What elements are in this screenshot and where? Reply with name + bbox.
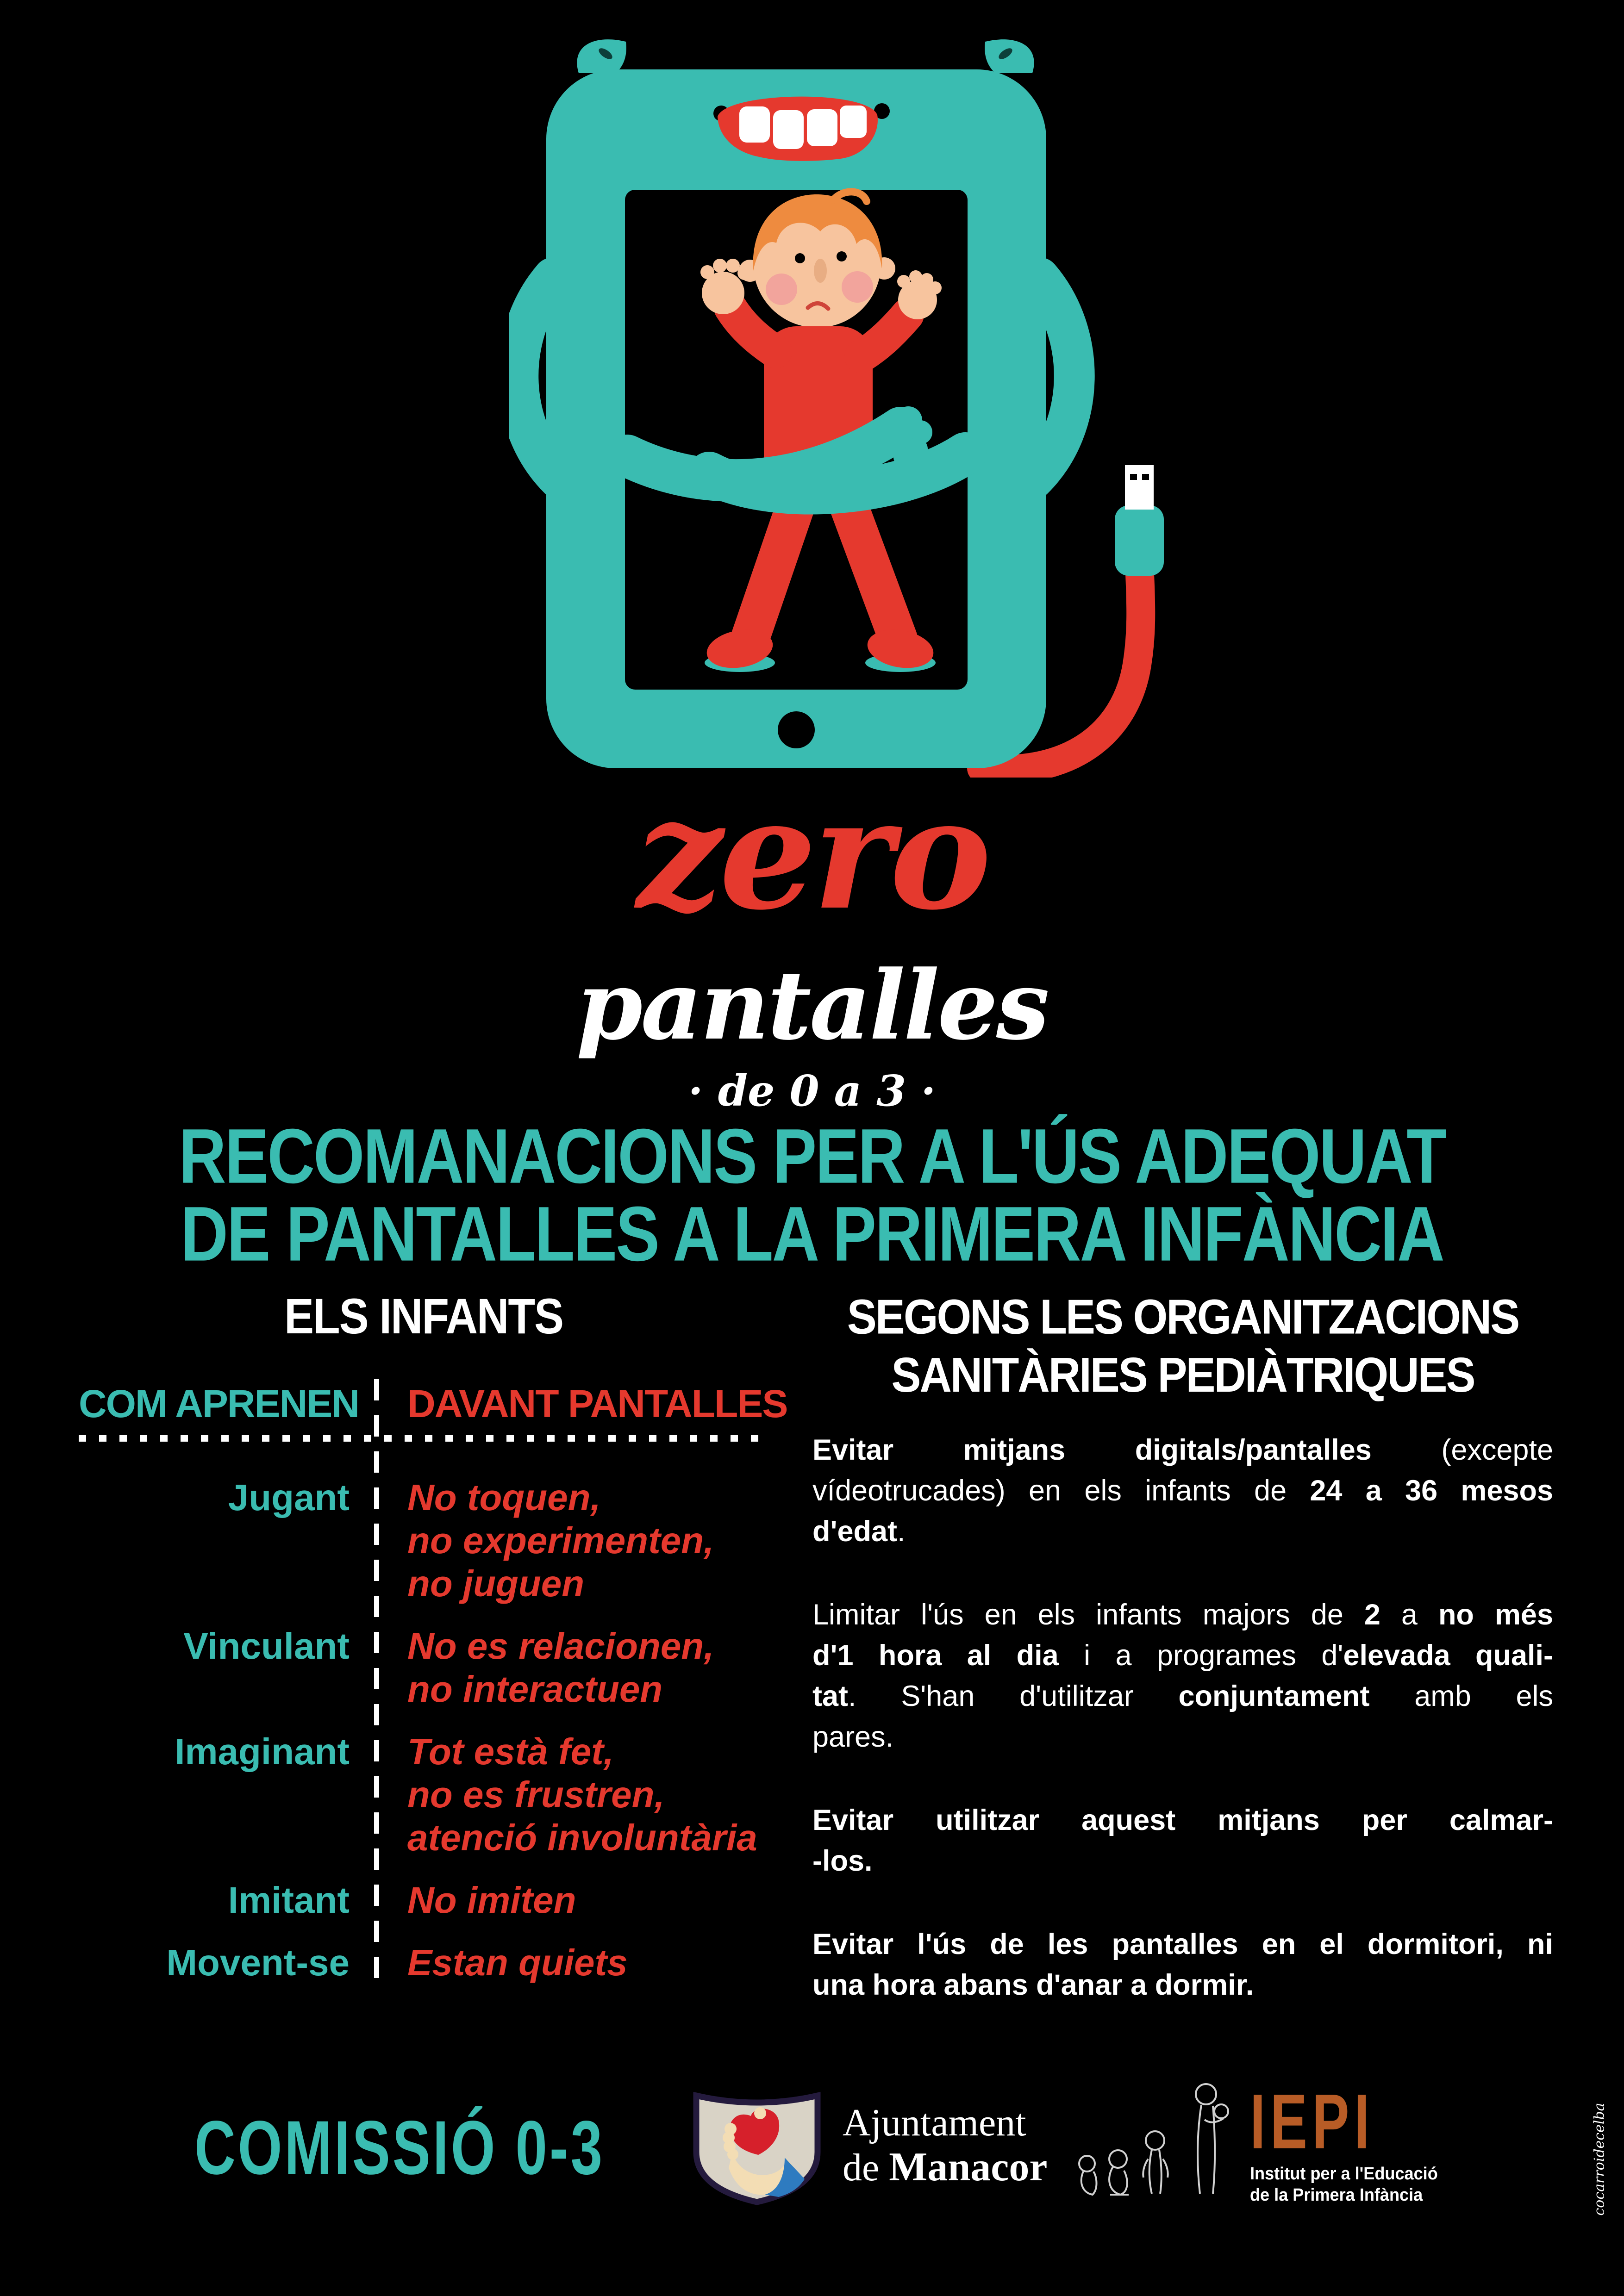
text-segment: vídeotrucades) en els infants de (812, 1475, 1310, 1507)
paragraph-line (812, 1511, 1553, 1552)
row-value-line: No toquen, (407, 1477, 601, 1518)
row-value-line: Tot està fet, (407, 1731, 614, 1772)
health-organizations-section (812, 1289, 1554, 2048)
table-row (79, 1624, 768, 1711)
row-values (373, 1476, 768, 1605)
monster-ear-icon (577, 39, 1034, 73)
row-value-line: Estan quiets (407, 1942, 628, 1983)
paragraph-line (812, 1676, 1553, 1717)
logo-zero: zero (636, 764, 988, 944)
text-segment: a (1380, 1599, 1438, 1631)
logo-age-range: · de 0 a 3 · (688, 1066, 936, 1116)
text-segment: pares. (812, 1721, 894, 1753)
table-row (79, 1730, 768, 1859)
paragraph-line (812, 1841, 1553, 1881)
row-label: Jugant (228, 1477, 350, 1518)
text-segment: Limitar l'ús en els infants majors de (812, 1599, 1364, 1631)
text-segment: conjuntament (1178, 1680, 1370, 1712)
text-segment: -los. (812, 1845, 873, 1877)
row-values (373, 1941, 768, 1984)
paragraph-line (812, 1594, 1553, 1635)
iepi-logo (1074, 2078, 1448, 2208)
comissio-logo: COMISSIÓ 0-3 (194, 2104, 605, 2190)
children-heading: ELS INFANTS (284, 1288, 563, 1344)
row-values (373, 1879, 768, 1922)
dashed-separator (374, 1379, 379, 1984)
text-segment: . S'han d'utilitzar (848, 1680, 1179, 1712)
text-segment: amb els (1369, 1680, 1553, 1712)
paragraph (812, 1430, 1553, 1552)
health-heading-line-2: SANITÀRIES PEDIÀTRIQUES (891, 1348, 1474, 1402)
row-value-line: atenció involuntària (407, 1817, 757, 1858)
paragraph-line (812, 1924, 1553, 1965)
table-row (79, 1476, 768, 1605)
text-segment: i a programes d' (1058, 1639, 1343, 1672)
row-label: Vinculant (183, 1625, 350, 1667)
health-heading-line-1: SEGONS LES ORGANITZACIONS (847, 1289, 1519, 1344)
table-row (79, 1941, 768, 1984)
text-segment: 2 (1364, 1599, 1380, 1631)
row-values (373, 1730, 768, 1859)
ajuntament-manacor-logo (690, 2083, 1047, 2208)
iepi-acronym: IEPI (1250, 2078, 1374, 2165)
row-value-line: no es frustren, (407, 1774, 665, 1815)
text-segment: (excepte (1371, 1434, 1553, 1466)
row-label: Imaginant (175, 1731, 350, 1772)
text-segment: tat (812, 1680, 848, 1712)
text-segment: no més (1438, 1599, 1554, 1631)
paragraph-line (812, 1470, 1553, 1511)
learning-table-rows (79, 1476, 768, 1984)
row-label: Movent-se (166, 1942, 350, 1983)
iepi-figures-icon (1074, 2078, 1241, 2208)
title-line-2: DE PANTALLES A LA PRIMERA INFÀNCIA (181, 1190, 1443, 1278)
health-heading (812, 1288, 1553, 1405)
paragraph (812, 1924, 1553, 2005)
text-segment: d'edat (812, 1515, 898, 1548)
row-value-line: no experimenten, (407, 1520, 714, 1561)
table-row (79, 1879, 768, 1922)
ajuntament-line-1: Ajuntament (843, 2101, 1026, 2144)
paragraph-line (812, 1717, 1553, 1757)
paragraph (812, 1594, 1553, 1757)
text-segment: . (897, 1515, 906, 1548)
logo-pantalles: pantalles (576, 950, 1048, 1061)
recommendations-paragraphs (812, 1430, 1553, 2005)
children-section (79, 1288, 787, 2004)
paragraph-line (812, 1430, 1553, 1470)
column-header-how-they-learn: COM APRENEN (79, 1382, 359, 1425)
title-line-1: RECOMANACIONS PER A L'ÚS ADEQUAT (179, 1113, 1445, 1200)
paragraph-line (812, 1800, 1553, 1841)
text-segment: una hora abans d'anar a dormir. (812, 1969, 1254, 2001)
dotted-separator (79, 1435, 768, 1442)
row-value-line: no interactuen (407, 1668, 663, 1710)
row-label: Imitant (228, 1879, 350, 1921)
row-values (373, 1624, 768, 1711)
text-segment: 24 a 36 mesos (1310, 1475, 1554, 1507)
phone-monster-illustration (509, 37, 1204, 778)
manacor-shield-icon (690, 2083, 824, 2208)
poster-title (0, 1113, 1624, 1278)
home-button-icon (778, 711, 815, 748)
text-segment: d'1 hora al dia (812, 1639, 1059, 1672)
paragraph (812, 1800, 1553, 1881)
paragraph-line (812, 1965, 1553, 2005)
iepi-text (1250, 2078, 1448, 2206)
text-segment: Evitar l'ús de les pantalles en el dormitori, ni (812, 1928, 1553, 1960)
text-segment: Evitar mitjans digitals/pantalles (812, 1434, 1372, 1466)
column-header-in-front-of-screens: DAVANT PANTALLES (407, 1382, 787, 1425)
ajuntament-line-2: de Manacor (843, 2144, 1048, 2190)
row-value-line: no juguen (407, 1563, 585, 1604)
row-value-line: No imiten (407, 1879, 576, 1921)
illustrator-signature: cocarroidecelba (1591, 2103, 1608, 2216)
row-value-line: No es relacionen, (407, 1625, 714, 1667)
table-header-row (79, 1382, 787, 1425)
text-segment: Evitar utilitzar aquest mitjans per calmar- (812, 1804, 1553, 1836)
iepi-subtitle: Institut per a l'Educació de la Primera Infància (1250, 2164, 1438, 2205)
paragraph-line (812, 1635, 1553, 1676)
text-segment: elevada quali- (1343, 1639, 1553, 1672)
ajuntament-text (843, 2101, 1047, 2190)
